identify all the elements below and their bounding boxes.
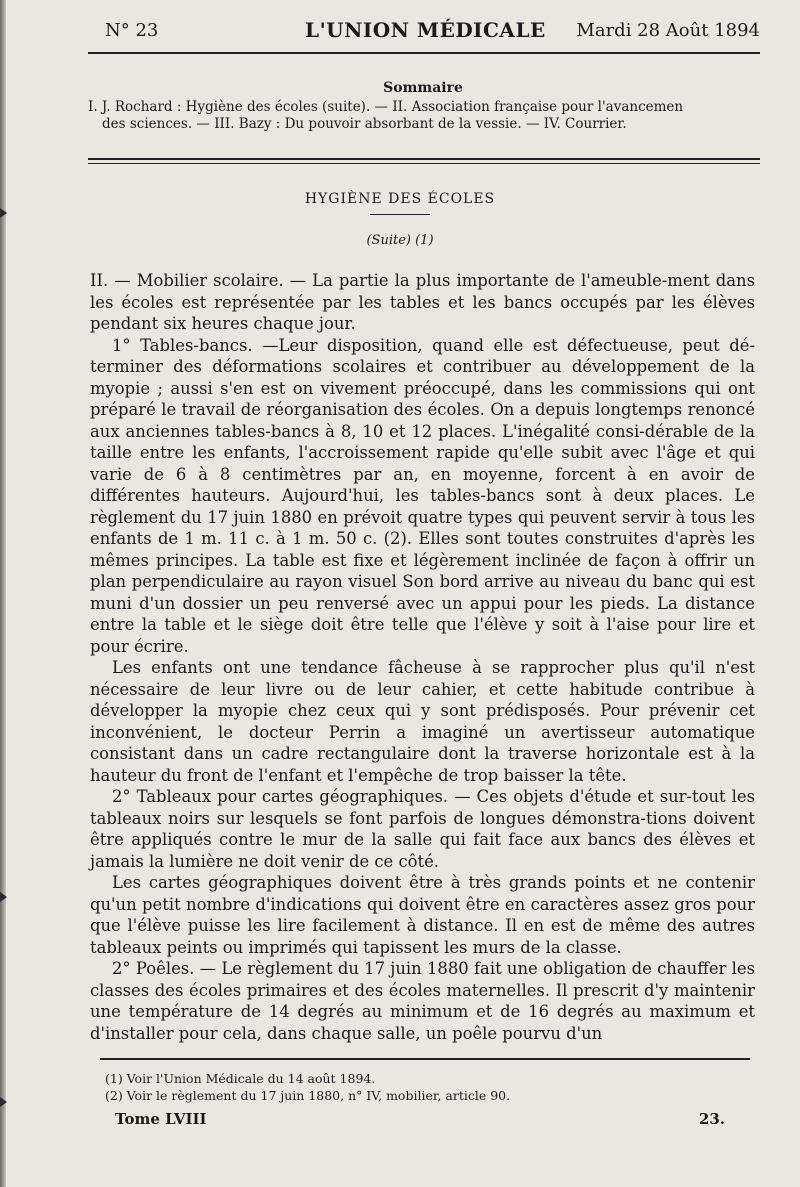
paragraph: 2° Poêles. — Le règlement du 17 juin 1880 fait une obligation de chauffer les classes des écoles primaires et des écoles maternelles. Il prescrit d'y maintenir une température de 14 degrés au minimum et de 16 degrés au maximum et d'installer pour cela, dans chaque salle, un poêle pourvu d'un: [90, 959, 755, 1043]
journal-title: L'UNION MÉDICALE: [305, 18, 546, 42]
margin-mark: [0, 892, 7, 902]
article-subtitle: (Suite) (1): [366, 233, 434, 248]
title-rule: [370, 214, 430, 215]
page-number: 23.: [698, 1110, 725, 1128]
footnote: (2) Voir le règlement du 17 juin 1880, n° IV, mobilier, article 90.: [105, 1088, 511, 1103]
summary-rule: [88, 163, 760, 164]
paragraph: II. — Mobilier scolaire. — La partie la plus importante de l'ameuble-ment dans les écoles est représentée par les tables et les bancs occupés par les élèves pendant six heures chaque jour.: [90, 271, 755, 333]
margin-mark: [0, 1097, 7, 1107]
summary-title: Sommaire: [383, 80, 463, 96]
footnote: (1) Voir l'Union Médicale du 14 août 1894.: [105, 1071, 376, 1086]
paragraph: 1° Tables-bancs. —Leur disposition, quand elle est défectueuse, peut dé-terminer des déformations scolaires et contribuer au développement de la myopie ; aussi s'en est on vivement préoccupé, dans les commissions qui ont préparé le travail de réorganisation des écoles. On a depuis longtemps renoncé aux anciennes tables-bancs à 8, 10 et 12 places. L'inégalité consi-dérable de la taille entre les enfants, l'accroissement rapide qu'elle subit avec l'âge et qui varie de 6 à 8 centimètres par an, en moyenne, forcent à en avoir de différentes hauteurs. Aujourd'hui, les tables-bancs sont à deux places. Le règlement du 17 juin 1880 en prévoit quatre types qui peuvent servir à tous les enfants de 1 m. 11 c. à 1 m. 50 c. (2). Elles sont toutes construites d'après les mêmes principes. La table est fixe et légèrement inclinée de façon à offrir un plan perpendiculaire au rayon visuel Son bord arrive au niveau du banc qui est muni d'un dossier un peu renversé avec un appui pour les pieds. La distance entre la table et le siège doit être telle que l'élève y soit à l'aise pour lire et pour écrire.: [90, 335, 755, 656]
summary-line: I. J. Rochard : Hygiène des écoles (suite). — II. Association française pour l'avancemen: [88, 99, 684, 115]
article-body: [90, 270, 755, 1044]
paragraph: 2° Tableaux pour cartes géographiques. — Ces objets d'étude et sur-tout les tableaux noirs sur lesquels se font parfois de longues démonstra-tions doivent être appliqués contre le mur de la salle qui fait face aux bancs des élèves et jamais la lumière ne doit venir de ce côté.: [90, 787, 755, 871]
page-binding-edge: [0, 0, 6, 1187]
footnote-rule: [100, 1058, 750, 1060]
summary-rule: [88, 158, 760, 160]
issue-date: Mardi 28 Août 1894: [576, 20, 760, 41]
summary-box: [88, 80, 758, 133]
summary-line: des sciences. — III. Bazy : Du pouvoir absorbant de la vessie. — IV. Courrier.: [102, 116, 627, 132]
volume-label: Tome LVIII: [115, 1110, 207, 1128]
margin-mark: [0, 208, 7, 218]
footnotes: [105, 1070, 745, 1104]
page-footer: [115, 1110, 755, 1128]
paragraph: Les enfants ont une tendance fâcheuse à se rapprocher plus qu'il n'est nécessaire de leur livre ou de leur cahier, et cette habitude contribue à développer la myopie chez ceux qui y sont prédisposés. Pour prévenir cet inconvénient, le docteur Perrin a imaginé un avertisseur automatique consistant dans un cadre rectangulaire dont la traverse horizontale est à la hauteur du front de l'enfant et l'empêche de trop baisser la tête.: [90, 658, 755, 785]
page-header: [95, 18, 760, 48]
paragraph: Les cartes géographiques doivent être à très grands points et ne contenir qu'un petit nombre d'indications qui doivent être en caractères assez gros pour que l'élève puisse les lire facilement à distance. Il en est de même des autres tableaux peints ou imprimés qui tapissent les murs de la classe.: [90, 873, 755, 957]
header-rule: [88, 52, 760, 54]
issue-number: N° 23: [105, 20, 159, 41]
article-title: HYGIÈNE DES ÉCOLES: [304, 191, 496, 207]
